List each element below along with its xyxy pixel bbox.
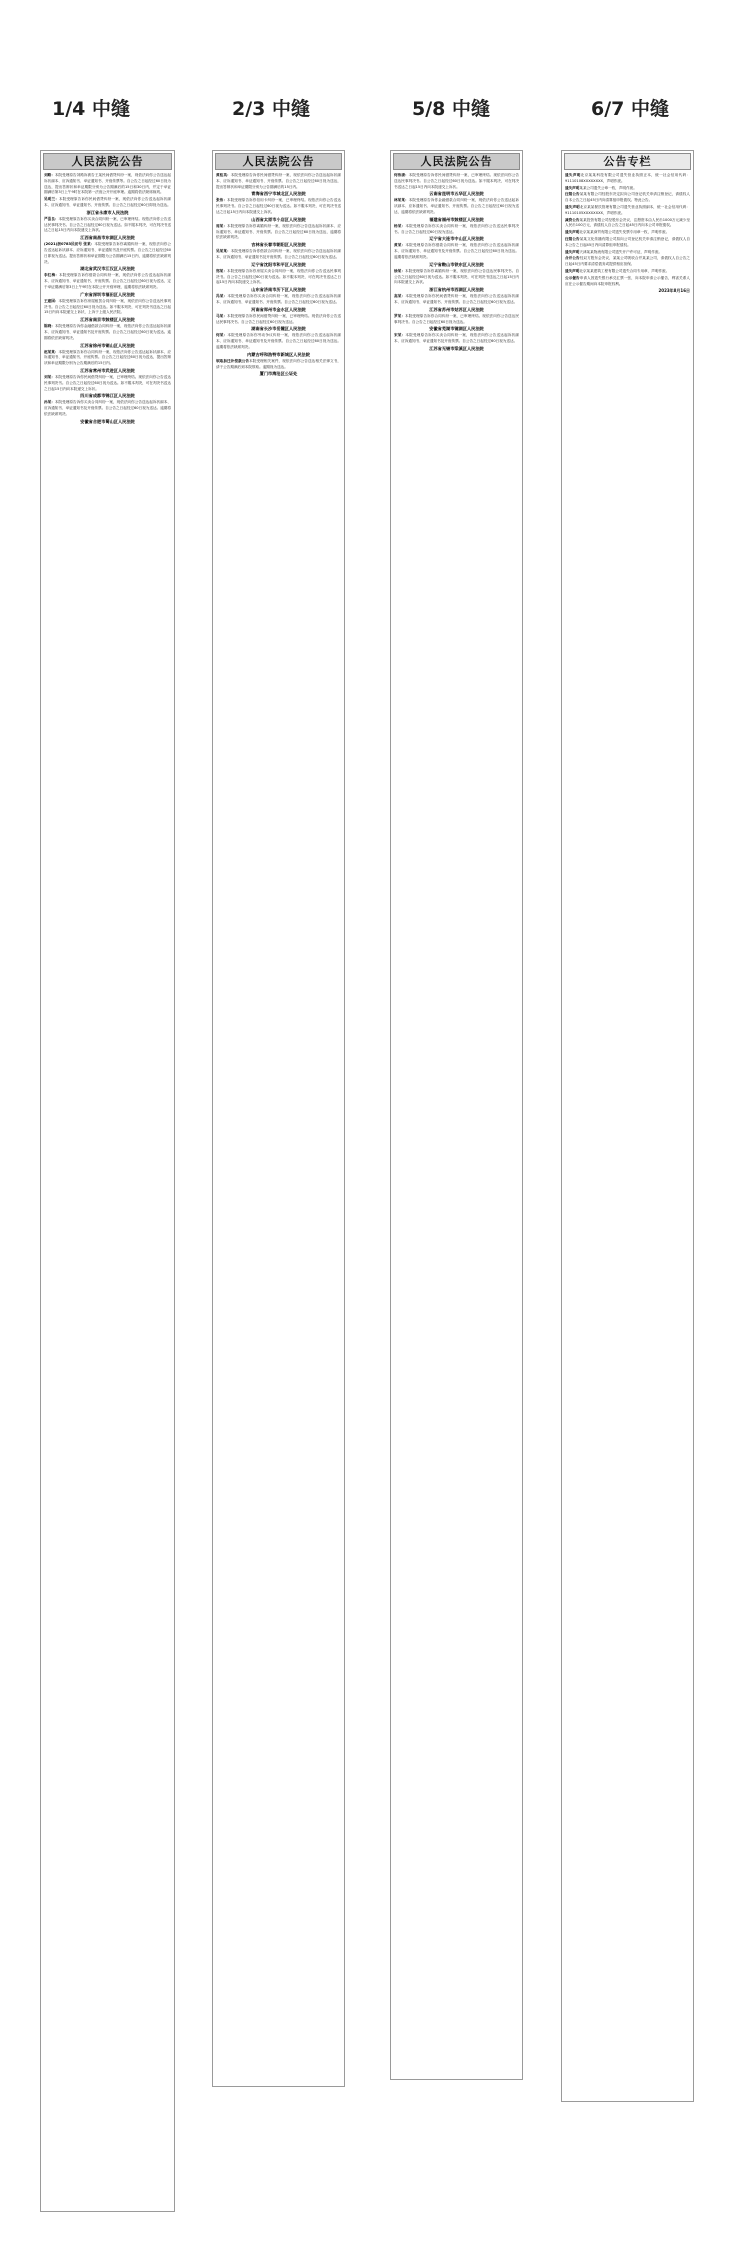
notice-item bbox=[216, 269, 341, 286]
notice-text: 本院受理原告诉你离婚纠纷一案，现依法向你公告送达起诉状副本、应诉通知书、举证通知书、开庭传票。自公告之日起经过60日视为送达，逾期将依法缺席判决。 bbox=[216, 223, 341, 240]
notice-text: 本院受理原告诉你买卖合同纠纷一案，现依法向你公告送达起诉状副本、应诉通知书、举证通知书及开庭传票。自公告之日起经过60日视为送达。逾期将依法缺席判决。 bbox=[44, 400, 171, 416]
court-notice-column-3 bbox=[390, 150, 523, 2080]
notice-item bbox=[565, 250, 690, 256]
issuing-court: 山东省济南市历下区人民法院 bbox=[251, 287, 306, 293]
issuing-court: 辽宁省鞍山市铁东区人民法院 bbox=[429, 261, 484, 267]
issuing-court: 安徽省合肥市蜀山区人民法院 bbox=[80, 418, 135, 424]
notice-item bbox=[394, 314, 519, 326]
notice-item bbox=[565, 192, 690, 204]
notice-item bbox=[394, 333, 519, 345]
notice-item bbox=[44, 273, 171, 290]
notice-item bbox=[44, 242, 171, 265]
notice-item bbox=[216, 198, 341, 215]
notice-item bbox=[44, 197, 171, 209]
notice-date: 2023年8月16日 bbox=[658, 288, 690, 294]
notice-text: 本院受理原告诉你合同纠纷一案，已审理终结。现依法向你公告送达民事判决书。自公告之日起经过60日视为送达。 bbox=[394, 313, 519, 324]
notice-item bbox=[44, 350, 171, 367]
notice-heading: 遗失声明 bbox=[565, 185, 580, 190]
notice-item bbox=[565, 218, 690, 230]
notice-item bbox=[44, 299, 171, 316]
notice-heading: 遗失声明 bbox=[565, 249, 580, 254]
notice-text: 天津某某物流有限公司遗失开户许可证，声明作废。 bbox=[579, 249, 663, 254]
court-notice-column-2 bbox=[212, 150, 345, 2087]
column-body bbox=[394, 173, 519, 2076]
notice-heading: 遗失声明 bbox=[565, 230, 580, 235]
issuing-court: 青海省西宁市城北区人民法院 bbox=[251, 191, 306, 197]
notice-item bbox=[565, 173, 690, 185]
notice-item bbox=[216, 294, 341, 306]
notice-heading: 何伟康： bbox=[394, 173, 409, 177]
notice-heading: 李红梅： bbox=[44, 273, 59, 278]
notice-text: 本院受理原告诉你民间借贷纠纷一案，现依法向你公告送达起诉状副本、应诉通知书、举证通知书、开庭传票。自公告之日起经过60日视为送达，提出答辩状和举证期限分别为公告期满后的15日内。 bbox=[216, 173, 341, 189]
column-body bbox=[44, 173, 171, 2208]
notice-text: 某某投资有限公司经股东会决议，注册资本由人民币1000万元减少至人民币100万元，请债权人自公告之日起45日内向本公司申报债权。 bbox=[565, 217, 690, 228]
issuing-court: 江苏省徐州市铜山区人民法院 bbox=[80, 342, 135, 348]
issuing-court: 江苏省无锡市梁溪区人民法院 bbox=[429, 345, 484, 351]
notice-text: 某某公司遗失公章一枚，声明作废。 bbox=[579, 185, 637, 190]
notice-heading: 冯某： bbox=[216, 294, 228, 299]
notice-heading: (2021)浙0783民初号 张某： bbox=[44, 242, 95, 247]
notice-heading: 领取拆迁补偿款公告 bbox=[216, 358, 250, 363]
notice-item bbox=[565, 186, 690, 192]
notice-text: 本院受理原告诉你房屋租赁合同纠纷一案，现依法向你公告送达民事判决书。自公告之日起经过60日视为送达。如不服本判决，可在判决书送达之日起15日内向本院递交上诉状，上诉于上级人民法院。 bbox=[44, 298, 171, 315]
notice-text: 本院受理原告诉你离婚纠纷一案，现依法向你公告送达起诉状副本、应诉通知书、举证通知书及开庭传票。自公告之日起经过60日即视为送达。提出答辩状和举证期限为公告期满后15日内，逾期将依法缺席判决。 bbox=[44, 242, 171, 264]
notice-item bbox=[394, 269, 519, 286]
issuing-court: 江苏省南京市鼓楼区人民法院 bbox=[80, 317, 135, 323]
notice-text: 北京某某建筑工程有限公司遗失合同专用章，声明作废。 bbox=[579, 268, 670, 273]
notice-heading: 张伟： bbox=[216, 198, 228, 203]
notice-text: 本院受理原告诉你离婚纠纷一案，现依法向你公告送达民事判决书。自公告之日起经过60日视为送达。如不服本判决，可在判决书送达之日起15日内向本院递交上诉状。 bbox=[394, 268, 519, 285]
notice-text: 本院受理原告诉你买卖合同纠纷一案，现依法向你公告送达起诉状副本、应诉通知书、举证通知书及开庭传票。自公告之日起经过60日视为送达。 bbox=[394, 333, 519, 344]
notice-text: 本院受理原告诉你信用卡纠纷一案，已审理终结。现依法向你公告送达民事判决书。自公告之日起经过60日视为送达。如不服本判决，可在判决书送达之日起15日内向本院递交上诉状。 bbox=[216, 198, 341, 214]
issuing-court: 辽宁省沈阳市和平区人民法院 bbox=[251, 261, 306, 267]
notice-heading: 周某： bbox=[216, 223, 228, 228]
column-title: 人民法院公告 bbox=[393, 153, 520, 170]
notice-heading: 黄某： bbox=[394, 243, 406, 248]
column-body bbox=[565, 173, 690, 2098]
issuing-court: 内蒙古呼和浩特市新城区人民法院 bbox=[247, 351, 310, 357]
notice-item bbox=[216, 173, 341, 190]
notice-item bbox=[44, 324, 171, 341]
notice-text: 本院受理原告诉你劳动争议纠纷一案，现依法向你公告送达起诉状副本、应诉通知书、举证通知书及开庭传票。自公告之日起经过60日视为送达。逾期将依法缺席判决。 bbox=[216, 333, 341, 349]
notice-text: 北京某某科技有限公司遗失营业执照正本，统一社会信用代码：91110108XXXXXXXX，声明作废。 bbox=[565, 173, 690, 183]
fold-label-1: 1/4 中缝 bbox=[52, 98, 130, 120]
issuing-court: 江西省南昌市东湖区人民法院 bbox=[80, 235, 135, 241]
notice-item bbox=[394, 243, 519, 260]
notice-heading: 王建国： bbox=[44, 298, 59, 303]
notice-item bbox=[565, 205, 690, 217]
fold-label-2: 2/3 中缝 bbox=[232, 98, 310, 120]
issuing-court: 江苏省常州市武进区人民法院 bbox=[80, 367, 135, 373]
notice-text: 本院受理原告诉你借款合同纠纷一案，现依法向你公告送达起诉状副本、应诉通知书、举证通知书及开庭传票。自公告之日起经过60日视为送达。逾期将依法缺席判决。 bbox=[394, 243, 519, 259]
notice-text: 经双方股东会决议，某某公司吸收合并某某公司，请债权人自公告之日起45日内要求清偿债务或提供相应担保。 bbox=[565, 256, 690, 267]
issuing-court: 浙江省杭州市西湖区人民法院 bbox=[429, 287, 484, 293]
notice-heading: 郑某： bbox=[216, 268, 228, 273]
issuing-court: 山西省太原市小店区人民法院 bbox=[251, 216, 306, 222]
issuing-court: 广东省深圳市福田区人民法院 bbox=[80, 291, 135, 297]
notice-item bbox=[44, 375, 171, 392]
notice-heading: 何某： bbox=[216, 333, 228, 338]
notice-text: 某某有限公司经股东决定拟向公司登记机关申请注销登记，请债权人自本公告之日起45日内向清算组申报债权。特此公告。 bbox=[565, 192, 690, 203]
notice-text: 本院受理相关案件，现依法向你公告送达相关法律文书，请于公告期满后到本院领取。逾期视为送达。 bbox=[216, 358, 341, 369]
notice-item bbox=[565, 230, 690, 236]
issuing-court: 湖北省武汉市江汉区人民法院 bbox=[80, 266, 135, 272]
issuing-court: 河南省郑州市金水区人民法院 bbox=[251, 306, 306, 312]
notice-text: 本院受理原告诉你买卖合同纠纷一案，现依法向你公告送达民事判决书。自公告之日起经过60日视为送达。 bbox=[394, 223, 519, 234]
notice-text: 本院受理原告诉你借款合同纠纷一案，现依法向你公告送达起诉状副本、应诉通知书、举证通知书、开庭传票。自公告之日起经过60日视为送达，定于举证期满后第3日上午9时在本院公开开庭审理，逾期将依法缺席判决。 bbox=[44, 273, 171, 289]
fold-label-4: 6/7 中缝 bbox=[591, 98, 669, 120]
court-notice-column-1 bbox=[40, 150, 175, 2212]
notice-item bbox=[394, 173, 519, 190]
notice-item bbox=[565, 269, 690, 275]
notice-text: 本院受理原告诉你民间借贷纠纷一案，已审理终结。现依法向你公告送达民事判决书。自公告之日起经过60日视为送达。如不服本判决，可在判决书送达之日起15日内向本院递交上诉状。 bbox=[44, 374, 171, 391]
notice-text: 本院受理原告诉你合同纠纷一案，现依法向你公告送达起诉状副本、应诉通知书、举证通知书、开庭传票。自公告之日起经过60日视为送达，提出答辩状和举证期限分别为公告期满后的15日内。 bbox=[44, 349, 171, 366]
issuing-court: 安徽省芜湖市镜湖区人民法院 bbox=[429, 326, 484, 332]
notice-text: 北京某某商贸有限公司遗失发票专用章一枚，声明作废。 bbox=[579, 230, 670, 235]
notice-heading: 严喜良： bbox=[44, 216, 59, 221]
notice-heading: 吴明兰： bbox=[44, 197, 59, 202]
notice-text: 本院受理原告刘路诉被告王某民间借贷纠纷一案，现依法向你公告送达起诉状副本、应诉通知书、举证通知书、开庭传票等。自公告之日起经过60日视为送达，提出答辩状和举证期限分别为公告期满后的15日和30日内，并定于举证期满后第3日上午9时在本院第一法庭公开开庭审理。逾期将依法缺席裁判。 bbox=[44, 173, 171, 195]
issuing-court: 辽宁省大连市中山区人民法院 bbox=[429, 236, 484, 242]
notice-item bbox=[394, 294, 519, 306]
notice-heading: 杨某： bbox=[394, 223, 406, 228]
notice-text: 本院受理原告诉你买卖合同纠纷一案，已审理终结。现依法向你公告送达民事判决书。自公告之日起经过60日视为送达。如不服本判决，可在判决书送达之日起15日内向本院递交上诉状。 bbox=[44, 216, 171, 233]
notice-heading: 黄桂英： bbox=[216, 173, 231, 177]
issuing-court: 湖南省长沙市岳麓区人民法院 bbox=[251, 326, 306, 332]
notice-text: 申请人因遗失银行承兑汇票一张，向本院申请公示催告，利害关系人应在公示催告期间向本院申报权利。 bbox=[565, 275, 690, 286]
notice-heading: 宋某： bbox=[394, 333, 406, 338]
notice-item bbox=[44, 217, 171, 234]
notice-heading: 遗失声明 bbox=[565, 268, 580, 273]
notice-item bbox=[565, 256, 690, 268]
fold-label-3: 5/8 中缝 bbox=[412, 98, 490, 120]
notice-text: 本院受理原告诉你民间借贷纠纷一案，已审理终结。现依法向你公告送达民事判决书。自公告之日起经过60日视为送达。 bbox=[216, 313, 341, 324]
notice-item bbox=[216, 333, 341, 350]
issuing-court: 云南省昆明市五华区人民法院 bbox=[429, 191, 484, 197]
notice-heading: 高某： bbox=[394, 294, 406, 299]
notice-heading: 注销公告 bbox=[565, 236, 580, 241]
column-body bbox=[216, 173, 341, 2083]
notice-heading: 公示催告 bbox=[565, 275, 580, 280]
notice-item bbox=[216, 249, 341, 261]
issuing-court: 福建省福州市鼓楼区人民法院 bbox=[429, 216, 484, 222]
column-title: 人民法院公告 bbox=[43, 153, 172, 170]
notice-heading: 减资公告 bbox=[565, 217, 580, 222]
notice-heading: 孙某： bbox=[44, 400, 55, 405]
notice-text: 本院受理原告诉你民间借贷纠纷一案，已审理终结。现依法向你公告送达民事判决书。自公告之日起经过60日视为送达。如不服本判决，可在判决书送达之日起15日内向本院递交上诉状。 bbox=[394, 173, 519, 189]
notice-item bbox=[394, 198, 519, 215]
notice-item bbox=[216, 224, 341, 241]
notice-item bbox=[216, 359, 341, 371]
issuing-court: 四川省成都市锦江区人民法院 bbox=[80, 393, 135, 399]
notice-item bbox=[565, 276, 690, 288]
notice-heading: 合并公告 bbox=[565, 256, 580, 261]
notice-heading: 遗失声明 bbox=[565, 173, 581, 177]
notice-item bbox=[216, 314, 341, 326]
notice-heading: 刘路： bbox=[44, 173, 55, 177]
notice-item bbox=[394, 224, 519, 236]
notice-heading: 吴某某： bbox=[216, 249, 231, 254]
notice-text: 某某文化传播有限公司拟向公司登记机关申请注销登记，请债权人自本公告之日起45日内向清算组申报债权。 bbox=[565, 236, 690, 247]
notice-heading: 注销公告 bbox=[565, 192, 580, 197]
issuing-court: 浙江省永康市人民法院 bbox=[86, 209, 129, 215]
notice-heading: 罗某： bbox=[394, 313, 406, 318]
notice-text: 本院受理原告诉你房屋买卖合同纠纷一案，现依法向你公告送达民事判决书。自公告之日起经过60日视为送达。如不服本判决，可在判决书送达之日起15日内向本院递交上诉状。 bbox=[216, 268, 341, 285]
issuing-court: 厦门市海沧区公证处 bbox=[259, 371, 298, 377]
issuing-court: 吉林省长春市朝阳区人民法院 bbox=[251, 242, 306, 248]
notice-item bbox=[565, 237, 690, 249]
issuing-court: 江苏省苏州市姑苏区人民法院 bbox=[429, 306, 484, 312]
column-title: 公告专栏 bbox=[564, 153, 691, 170]
notice-text: 本院受理原告诉你金融借款合同纠纷一案，现依法向你公告送达起诉状副本、应诉通知书、举证通知书、开庭传票。自公告之日起经过60日视为送达，逾期将依法缺席判决。 bbox=[394, 198, 519, 214]
notice-heading: 林某某： bbox=[394, 198, 409, 203]
notice-heading: 马某： bbox=[216, 313, 228, 318]
notice-text: 本院受理原告诉你金融借款合同纠纷一案，现依法向你公告送达起诉状副本、应诉通知书、举证通知书及开庭传票。自公告之日起经过60日视为送达。逾期将依法缺席判决。 bbox=[44, 324, 171, 340]
notice-item bbox=[44, 173, 171, 196]
notice-text: 北京某某餐饮管理有限公司遗失营业执照副本，统一社会信用代码：91110105XXXXXXXX，声明作废。 bbox=[565, 204, 690, 215]
notice-heading: 赵某某： bbox=[44, 349, 59, 354]
column-title: 人民法院公告 bbox=[215, 153, 342, 170]
notice-column-4 bbox=[561, 150, 694, 2102]
notice-text: 本院受理原告诉你借款合同纠纷一案，现依法向你公告送达起诉状副本、应诉通知书、举证通知书及开庭传票。自公告之日起经过60日视为送达。 bbox=[216, 249, 341, 259]
notice-heading: 徐某： bbox=[394, 268, 406, 273]
notice-text: 本院受理原告诉你民间借贷纠纷一案，现依法向你公告送达起诉状副本、应诉通知书、举证通知书、开庭传票。自公告之日起经过60日即视为送达。 bbox=[44, 197, 171, 207]
notice-text: 本院受理原告诉你买卖合同纠纷一案，现依法向你公告送达起诉状副本、应诉通知书、举证通知书、开庭传票。自公告之日起经过60日视为送达。 bbox=[216, 294, 341, 304]
notice-item bbox=[44, 400, 171, 417]
notice-heading: 遗失声明 bbox=[565, 204, 580, 209]
notice-text: 本院受理原告诉你民间借贷纠纷一案，现依法向你公告送达起诉状副本、应诉通知书、举证通知书、开庭传票。自公告之日起经过60日视为送达。 bbox=[394, 294, 519, 304]
notice-heading: 陈晓： bbox=[44, 324, 55, 329]
notice-heading: 刘某： bbox=[44, 374, 55, 379]
